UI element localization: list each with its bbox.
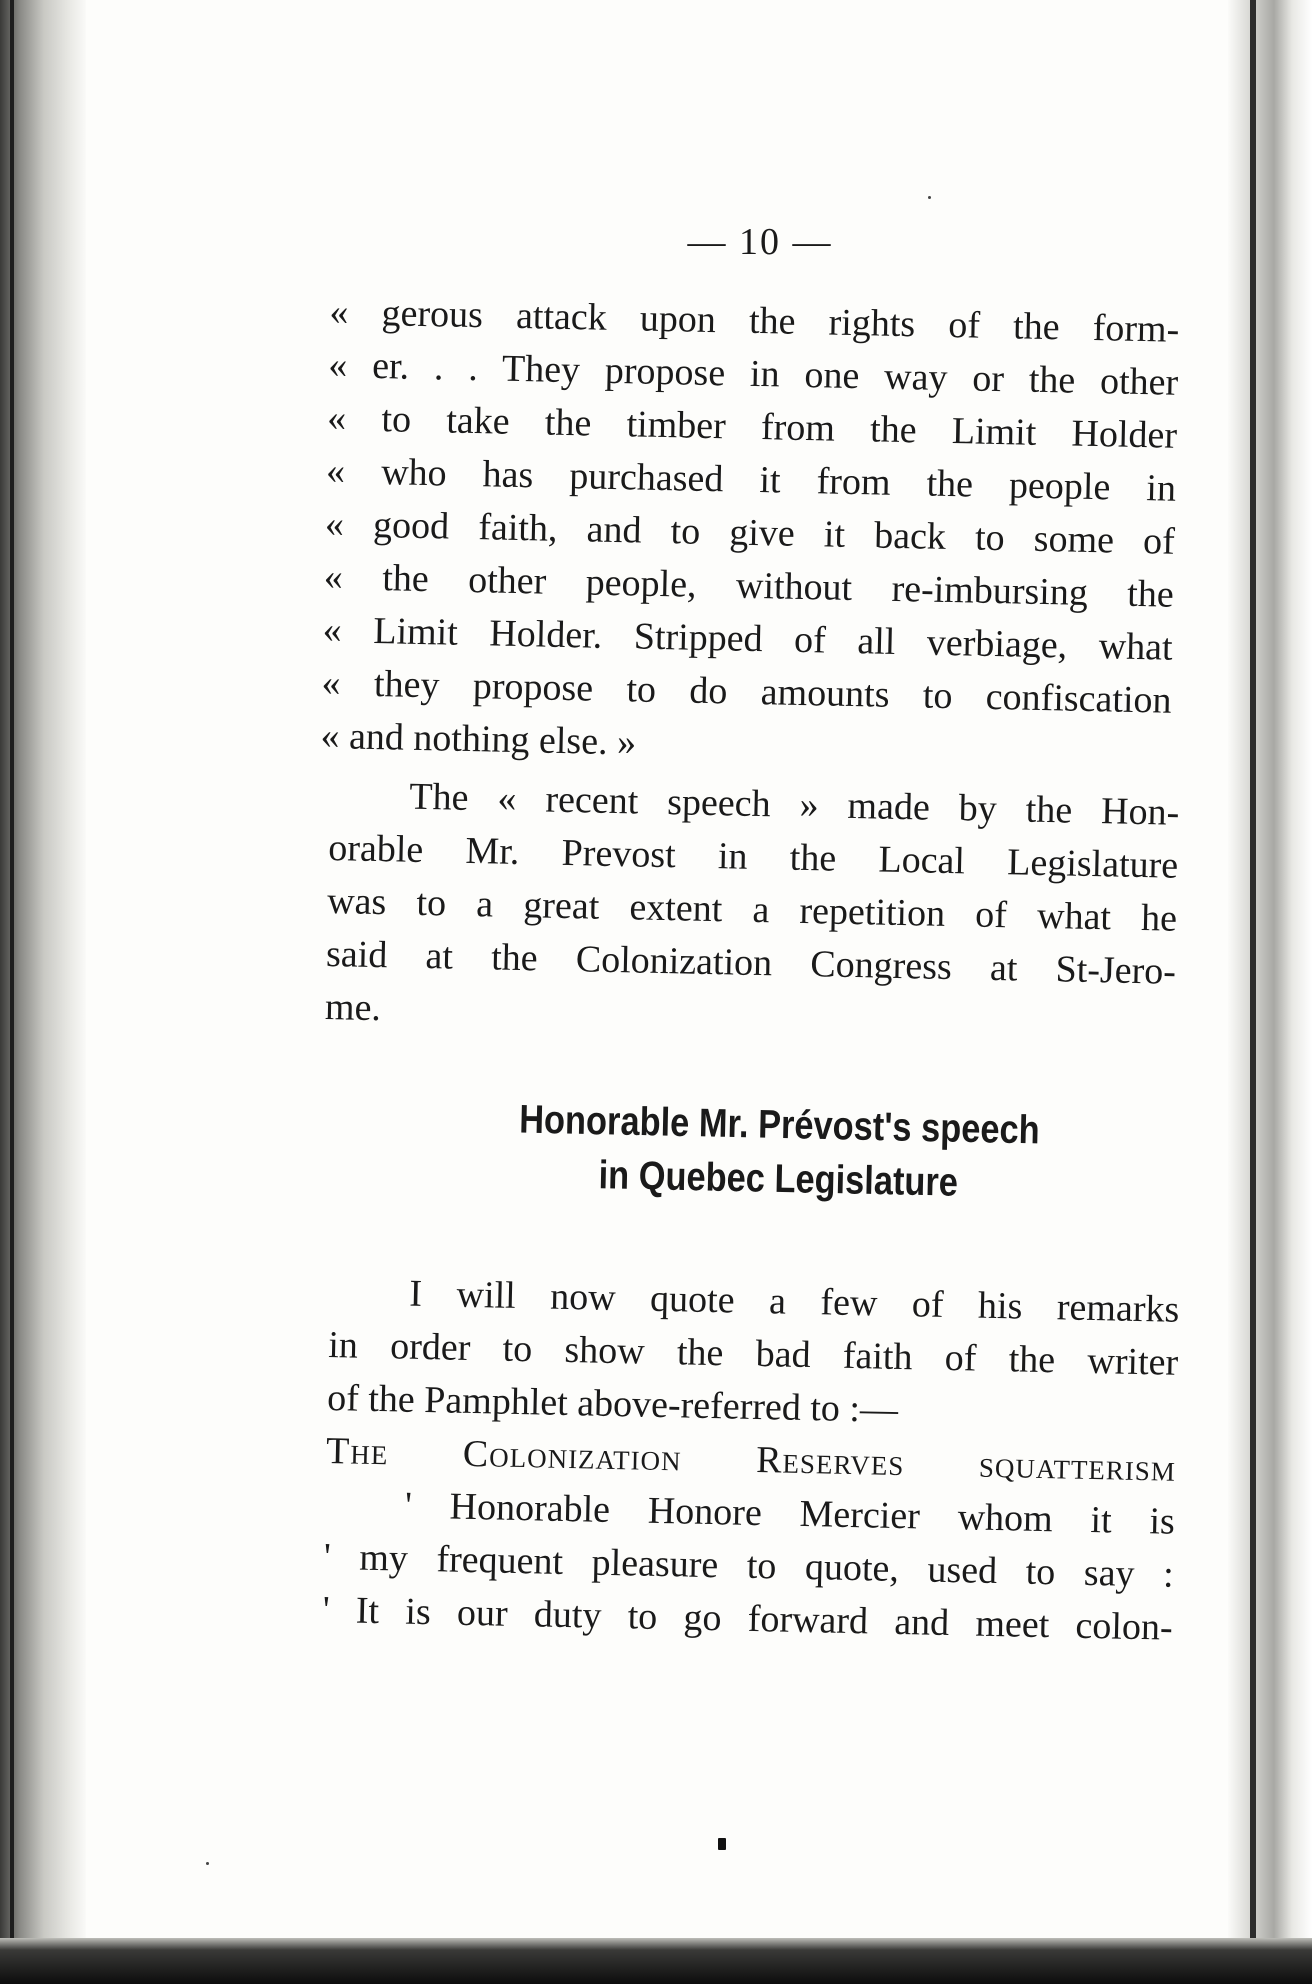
paragraph-line: was to a great extent a repetition of what he	[326, 879, 1178, 940]
paragraph-line: said at the Colonization Congress at St-Jero-	[325, 932, 1177, 993]
quote-line: « er. . . They propose in one way or the other	[327, 343, 1179, 404]
right-page-edge-line	[1250, 0, 1256, 1984]
dust-speck	[206, 1862, 209, 1865]
bottom-scan-border	[0, 1938, 1312, 1984]
body-line: ' Honorable Honore Mercier whom it is	[404, 1484, 1176, 1543]
quotation-block	[320, 286, 1190, 781]
right-page-edge	[1228, 0, 1312, 1984]
quote-line: « the other people, without re-imbursing the	[323, 555, 1175, 616]
body-paragraph	[322, 1266, 1190, 1655]
body-line: ' It is our duty to go forward and meet colon-	[322, 1588, 1174, 1649]
section-subtitle: The Colonization Reserves squatterism	[325, 1429, 1177, 1490]
heading-line: in Quebec Legislature	[598, 1153, 959, 1205]
paragraph-line: orable Mr. Prevost in the Local Legislature	[327, 826, 1179, 887]
heading-line: Honorable Mr. Prévost's speech	[518, 1097, 1041, 1153]
speech-paragraph	[324, 769, 1189, 1052]
section-heading	[425, 1091, 1132, 1214]
page-mark	[718, 1838, 726, 1850]
body-line: I will now quote a few of his remarks	[408, 1272, 1180, 1331]
quote-line: « they propose to do amounts to confiscation	[321, 661, 1172, 722]
quote-line: « to take the timber from the Limit Holder	[326, 396, 1178, 457]
quote-line: « who has purchased it from the people in	[325, 449, 1177, 510]
quote-line: « good faith, and to give it back to some of	[324, 502, 1176, 563]
body-line: of the Pamphlet above-referred to :—	[326, 1376, 899, 1431]
page-number: — 10 —	[687, 221, 833, 263]
quote-line: « gerous attack upon the rights of the form-	[329, 290, 1180, 351]
left-binding-edge	[10, 0, 14, 1984]
dust-speck	[928, 196, 931, 199]
page-content	[320, 220, 1190, 1649]
quote-line: « and nothing else. »	[320, 714, 637, 764]
body-line: ' my frequent pleasure to quote, used to say :	[323, 1535, 1175, 1596]
paragraph-line: me.	[324, 985, 382, 1030]
body-line: in order to show the bad faith of the writer	[327, 1323, 1179, 1384]
quote-line: « Limit Holder. Stripped of all verbiage, what	[322, 608, 1174, 669]
paragraph-line: The « recent speech » made by the Hon-	[408, 775, 1180, 834]
